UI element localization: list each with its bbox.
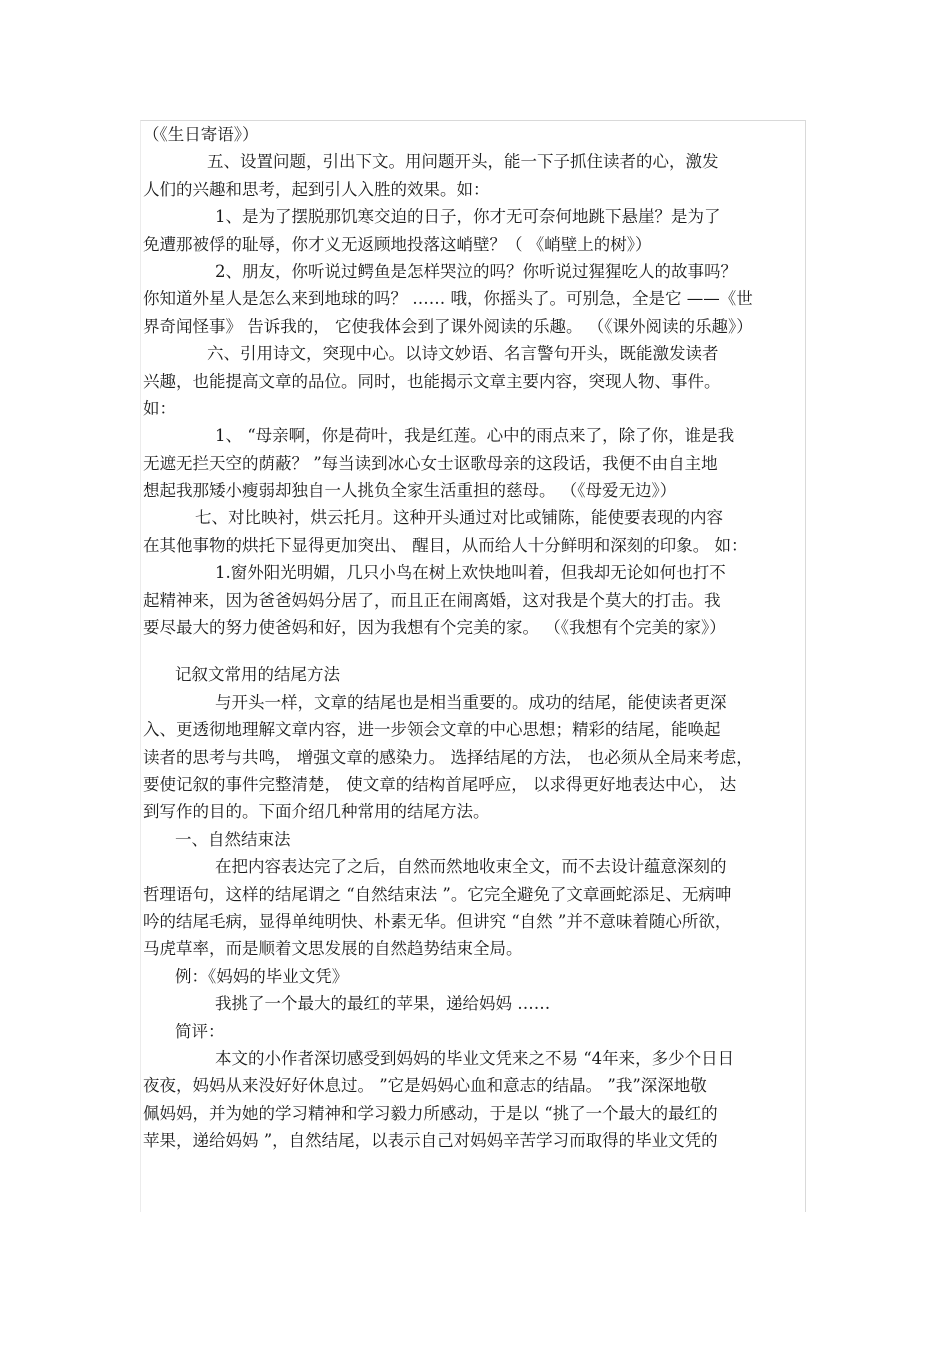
section-title: 记叙文常用的结尾方法 (175, 665, 340, 685)
text-line: 入、更透彻地理解文章内容，进一步领会文章的中心思想；精彩的结尾，能唤起 (143, 720, 721, 740)
paragraph-start: 在把内容表达完了之后，自然而然地收束全文，而不去设计蕴意深刻的 (215, 857, 727, 877)
text-line: 佩妈妈，并为她的学习精神和学习毅力所感动，于是以 “挑了一个最大的最红的 (143, 1103, 718, 1123)
text-line: 读者的思考与共鸣， 增强文章的感染力。 选择结尾的方法， 也必须从全局来考虑， (143, 747, 753, 767)
text-line: 无遮无拦天空的荫蔽？ ”每当读到冰心女士讴歌母亲的这段话，我便不由自主地 (143, 453, 718, 473)
text-line: 你知道外星人是怎么来到地球的吗？ …… 哦，你摇头了。可别急，全是它 ——《世 (143, 289, 753, 309)
example-title: 例：《妈妈的毕业文凭》 (175, 966, 349, 986)
text-line: 兴趣，也能提高文章的品位。同时，也能揭示文章主要内容，突现人物、事件。 (143, 371, 721, 391)
review-label: 简评： (175, 1021, 225, 1041)
text-line: 起精神来，因为爸爸妈妈分居了，而且正在闹离婚，这对我是个莫大的打击。我 (143, 590, 721, 610)
text-line: 人们的兴趣和思考，起到引人入胜的效果。如： (143, 179, 490, 199)
text-line: 吟的结尾毛病，显得单纯明快、朴素无华。但讲究 “自然 ”并不意味着随心所欲， (143, 911, 732, 931)
paragraph-heading: 七、对比映衬，烘云托月。这种开头通过对比或铺陈，能使要表现的内容 (195, 508, 723, 528)
text-line: 界奇闻怪事》 告诉我的， 它使我体会到了课外阅读的乐趣。 （《课外阅读的乐趣》） (143, 316, 753, 336)
document-body (143, 121, 805, 1154)
text-line: 到写作的目的。下面介绍几种常用的结尾方法。 (143, 802, 490, 822)
subsection-title: 一、自然结束法 (175, 829, 291, 849)
paragraph-gap (143, 641, 805, 661)
example-line: 我挑了一个最大的最红的苹果，递给妈妈 …… (215, 994, 551, 1014)
text-line: （《生日寄语》） (143, 125, 259, 144)
paragraph-heading: 五、设置问题，引出下文。用问题开头，能一下子抓住读者的心，激发 (207, 152, 719, 172)
example-line: 1、是为了摆脱那饥寒交迫的日子，你才无可奈何地跳下悬崖？是为了 (215, 207, 721, 227)
example-line: 1、 “母亲啊，你是荷叶，我是红莲。心中的雨点来了，除了你，谁是我 (215, 426, 735, 446)
text-line: 夜夜，妈妈从来没好好休息过。 ”它是妈妈心血和意志的结晶。 ”我”深深地敬 (143, 1076, 707, 1096)
text-line: 要使记叙的事件完整清楚， 使文章的结构首尾呼应， 以求得更好地表达中心， 达 (143, 774, 737, 794)
paragraph-start: 与开头一样，文章的结尾也是相当重要的。成功的结尾，能使读者更深 (215, 692, 727, 712)
text-line: 哲理语句，这样的结尾谓之 “自然结束法 ”。它完全避免了文章画蛇添足、无病呻 (143, 884, 732, 904)
example-line: 2、朋友，你听说过鳄鱼是怎样哭泣的吗？你听说过猩猩吃人的故事吗？ (215, 261, 737, 281)
paragraph-heading: 六、引用诗文，突现中心。以诗文妙语、名言警句开头，既能激发读者 (207, 344, 719, 364)
text-line: 在其他事物的烘托下显得更加突出、 醒目，从而给人十分鲜明和深刻的印象。 如： (143, 535, 748, 555)
text-line: 马虎草率，而是顺着文思发展的自然趋势结束全局。 (143, 939, 523, 959)
text-line: 要尽最大的努力使爸妈和好，因为我想有个完美的家。 （《我想有个完美的家》） (143, 618, 726, 638)
text-line: 想起我那矮小瘦弱却独自一人挑负全家生活重担的慈母。 （《母爱无边》） (143, 481, 677, 501)
example-line: 1.窗外阳光明媚，几只小鸟在树上欢快地叫着，但我却无论如何也打不 (215, 563, 726, 583)
text-line: 如： (143, 398, 176, 418)
paragraph-start: 本文的小作者深切感受到妈妈的毕业文凭来之不易 “4年来，多少个日日 (215, 1048, 735, 1068)
text-line: 苹果，递给妈妈 ”，自然结尾，以表示自己对妈妈辛苦学习而取得的毕业文凭的 (143, 1131, 718, 1151)
text-line: 免遭那被俘的耻辱，你才义无返顾地投落这峭壁？（ 《峭壁上的树》） (143, 234, 652, 254)
